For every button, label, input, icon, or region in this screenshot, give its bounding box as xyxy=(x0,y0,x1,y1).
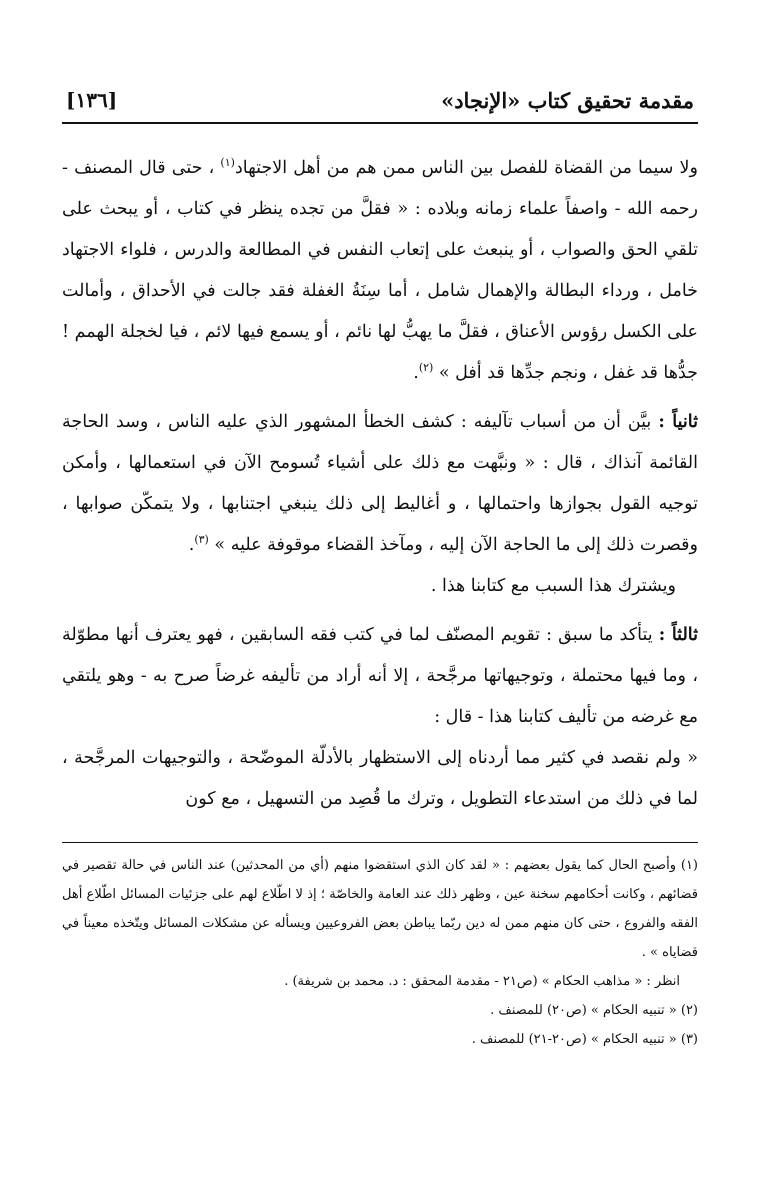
book-page xyxy=(62,78,698,1054)
running-header xyxy=(62,78,698,124)
footnote-ref-3: (٣) xyxy=(194,533,209,547)
paragraph-5: « ولم نقصد في كثير مما أردناه إلى الاستظهار بالأدلّة الموضّحة ، والتوجيهات المرجَّحة ، لما في ذلك من استدعاء التطويل ، وترك ما قُصِد من التسهيل ، مع كون xyxy=(62,748,698,809)
paragraph-1-rest: ، حتى قال المصنف - رحمه الله - واصفاً علماء زمانه وبلاده : « فقلَّ من تجده ينظر في كتاب ، أو يبحث على تلقي الحق والصواب ، أو ينبعث على إتعاب النفس في المطالعة والدرس ، فلواء الاجتهاد خامل ، ورداء البطالة والإهمال شامل ، أما سِنَةُ الغفلة فقد جالت في الأحداق ، وأمالت على الكسل رؤوس الأعناق ، فقلَّ ما يهبُّ لها نائم ، أو يسمع فيها لائم ، فيا لخجلة الهمم ! جدُّها قد غفل ، ونجم جدِّها قد أفل » xyxy=(62,158,698,383)
paragraph-3: ويشترك هذا السبب مع كتابنا هذا . xyxy=(430,576,676,596)
footnote-1-see: انظر : « مذاهب الحكام » (ص٢١ - مقدمة المحقق : د. محمد بن شريفة) . xyxy=(284,974,680,989)
paragraph-2-text: بيَّن أن من أسباب تآليفه : كشف الخطأ المشهور الذي عليه الناس ، وسد الحاجة القائمة آنذاك ، قال : « ونبَّهت مع ذلك على أشياء تُسومح الآن في استعمالها ، وأمكن توجيه القول بجوازها واحتمالها ، و أغاليط إلى ذلك ينبغي اجتنابها ، ولا يتمكّن صوابها ، وقصرت ذلك إلى ما الحاجة الآن إليه ، ومآخذ القضاء موقوفة عليه » xyxy=(62,412,698,555)
paragraph-2: ثانياً : بيَّن أن من أسباب تآليفه : كشف الخطأ المشهور الذي عليه الناس ، وسد الحاجة القائمة آنذاك ، قال : « ونبَّهت مع ذلك على أشياء تُسومح الآن في استعمالها ، وأمكن توجيه القول بجوازها واحتمالها ، و أغاليط إلى ذلك ينبغي اجتنابها ، ولا يتمكّن صوابها ، وقصرت ذلك إلى ما الحاجة الآن إليه ، ومآخذ القضاء موقوفة عليه » $^{(٣)}$. xyxy=(62,412,698,555)
footnote-2: (٢) « تنبيه الحكام » (ص٢٠) للمصنف . xyxy=(490,1003,698,1018)
footnote-ref-2: (٢) xyxy=(418,361,434,375)
footnote-ref-1: (١) xyxy=(220,156,235,170)
paragraph-1: ولا سيما من القضاة للفصل بين الناس ممن هم من أهل الاجتهاد$^{(١)}$ ، حتى قال المصنف - رحمه الله - واصفاً علماء زمانه وبلاده : « فقلَّ من تجده ينظر في كتاب ، أو يبحث على تلقي الحق والصواب ، أو ينبعث على إتعاب النفس في المطالعة والدرس ، فلواء الاجتهاد خامل ، ورداء البطالة والإهمال شامل ، أما سِنَةُ الغفلة فقد جالت في الأحداق ، وأمالت على الكسل رؤوس الأعناق ، فقلَّ ما يهبُّ لها نائم ، أو يسمع فيها لائم ، فيا لخجلة الهمم ! جدُّها قد غفل ، ونجم جدِّها قد أفل » $^{(٢)}$. xyxy=(62,156,698,383)
header-title: مقدمة تحقيق كتاب «الإنجاد» xyxy=(441,87,694,113)
paragraph-4 xyxy=(62,615,698,738)
footnotes xyxy=(62,842,698,1054)
main-text xyxy=(62,148,698,820)
paragraph-4-lead: ثالثاً : xyxy=(658,625,698,645)
footnote-3: (٣) « تنبيه الحكام » (ص٢٠-٢١) للمصنف . xyxy=(471,1032,698,1047)
page-number: [١٣٦] xyxy=(66,88,118,112)
paragraph-1-text: ولا سيما من القضاة للفصل بين الناس ممن هم من أهل الاجتهاد xyxy=(234,158,698,178)
paragraph-4-text: يتأكد ما سبق : تقويم المصنّف لما في كتب فقه السابقين ، فهو يعترف أنها مطوّلة ، وما فيها محتملة ، وتوجيهاتها مرجَّحة ، إلا أنه أراد من تأليفه غرضاً صرح به - وهو يلتقي مع غرضه من تأليف كتابنا هذا - قال : xyxy=(62,625,698,727)
paragraph-2-lead: ثانياً : xyxy=(658,412,698,432)
footnote-1: (١) وأصبح الحال كما يقول بعضهم : « لقد كان الذي استقضوا منهم (أي من المحدثين) عند الناس في حالة تقصير في قضائهم ، وكانت أحكامهم سخنة عين ، وظهر ذلك عند العامة والخاصّة ؛ إذ لا اطّلاع لهم على جزئيات المسائل اطّلاع أهل الفقه والفروع ، حتى كان منهم ممن له دين ربّما يباطن بعض الفروعيين ويسأله عن مشكلات المسائل ويتّخذه معيناً في قضاياه » . xyxy=(62,858,698,960)
